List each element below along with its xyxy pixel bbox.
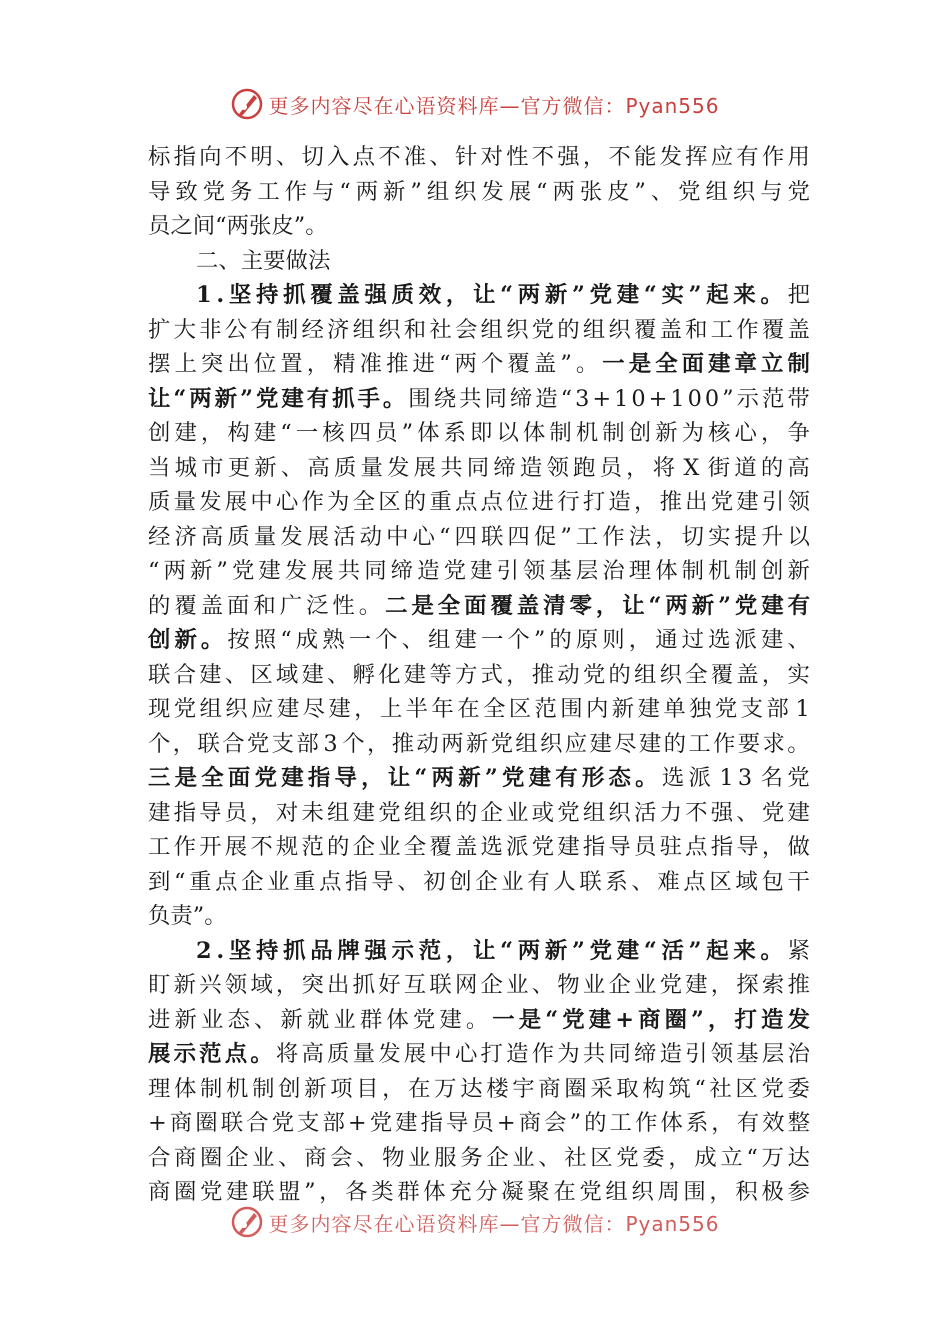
text-line: 三 是 全 面 党 建 指 导 ， 让 “ 两 新 ” 党 建 有 形 态 。 选 派 1 3 名 党 <box>148 765 810 791</box>
text-line: 质 量 发 展 中 心 作 为 全 区 的 重 点 点 位 进 行 打 造 ， 推 出 党 建 引 领 <box>148 489 810 515</box>
text-line: 进 新 业 态 、 新 就 业 群 体 党 建 。 一 是 “ 党 建 + 商 圈 ” ， 打 造 发 <box>148 1006 810 1033</box>
text-line: 让 “ 两 新 ” 党 建 有 抓 手 。 围 绕 共 同 缔 造 “ 3 + 1 0 + 1 0 0 ” 示 范 带 <box>148 385 810 412</box>
text-line: 创 建 ， 构 建 “ 一 核 四 员 ” 体 系 即 以 体 制 机 制 创 新 为 核 心 ， 争 <box>148 420 810 446</box>
pen-logo-icon <box>230 1205 264 1239</box>
text-line: 摆 上 突 出 位 置 ， 精 准 推 进 “ 两 个 覆 盖 ” 。 一 是 全 面 建 章 立 制 <box>148 351 810 377</box>
watermark-header <box>0 84 950 124</box>
text-line: 盯 新 兴 领 域 ， 突 出 抓 好 互 联 网 企 业 、 物 业 企 业 党 建 ， 探 索 推 <box>148 972 810 998</box>
text-line: 建 指 导 员 ， 对 未 组 建 党 组 织 的 企 业 或 党 组 织 活 力 不 强 、 党 建 <box>148 799 810 826</box>
text-line: 现 党 组 织 应 建 尽 建 ， 上 半 年 在 全 区 范 围 内 新 建 单 独 党 支 部 1 <box>148 696 810 722</box>
watermark-footer <box>0 1202 950 1242</box>
text-line: 的 覆 盖 面 和 广 泛 性 。 二 是 全 面 覆 盖 清 零 ， 让 “ 两 新 ” 党 建 有 <box>148 592 810 619</box>
text-line <box>148 209 810 244</box>
text-line: 展 示 范 点 。 将 高 质 量 发 展 中 心 打 造 作 为 共 同 缔 造 引 领 基 层 治 <box>148 1041 810 1067</box>
watermark-text: 更多内容尽在心语资料库—官方微信：Pyan556 <box>268 1211 720 1236</box>
text-line: 标 指 向 不 明 、 切 入 点 不 准 、 针 对 性 不 强 ， 不 能 发 挥 应 有 作 用 <box>148 144 810 170</box>
text-line: 工 作 开 展 不 规 范 的 企 业 全 覆 盖 选 派 党 建 指 导 员 驻 点 指 导 ， 做 <box>148 834 810 860</box>
text-line: 1 . 坚 持 抓 覆 盖 强 质 效 ， 让 “ 两 新 ” 党 建 “ 实 ” 起 来 。 把 <box>196 282 810 308</box>
text-line: 联 合 建 、 区 域 建 、 孵 化 建 等 方 式 ， 推 动 党 的 组 织 全 覆 盖 ， 实 <box>148 661 810 688</box>
text-line: 经 济 高 质 量 发 展 活 动 中 心 “ 四 联 四 促 ” 工 作 法 ， 切 实 提 升 以 <box>148 523 810 550</box>
text-line: “ 两 新 ” 党 建 发 展 共 同 缔 造 党 建 引 领 基 层 治 理 体 制 机 制 创 新 <box>148 558 810 584</box>
text-line: 理 体 制 机 制 创 新 项 目 ， 在 万 达 楼 宇 商 圈 采 取 构 筑 “ 社 区 党 委 <box>148 1075 810 1102</box>
watermark-text: 更多内容尽在心语资料库—官方微信：Pyan556 <box>268 93 720 118</box>
text-line: + 商 圈 联 合 党 支 部 + 党 建 指 导 员 + 商 会 ” 的 工 作 体 系 ， 有 效 整 <box>148 1110 810 1136</box>
text-line: 个 ， 联 合 党 支 部 3 个 ， 推 动 两 新 党 组 织 应 建 尽 建 的 工 作 要 求 。 <box>148 730 810 757</box>
text-run: 员之间“两张皮”。 <box>148 213 328 239</box>
text-line: 扩 大 非 公 有 制 经 济 组 织 和 社 会 组 织 党 的 组 织 覆 盖 和 工 作 覆 盖 <box>148 316 810 343</box>
text-line: 合 商 圈 企 业 、 商 会 、 物 业 服 务 企 业 、 社 区 党 委 ， 成 立 “ 万 达 <box>148 1144 810 1171</box>
text-run: 负责”。 <box>148 903 227 929</box>
text-line: 商 圈 党 建 联 盟 ” ， 各 类 群 体 充 分 凝 聚 在 党 组 织 周 围 ， 积 极 参 <box>148 1179 810 1205</box>
text-line <box>148 899 810 934</box>
pen-logo-icon <box>230 87 264 121</box>
text-line: 到 “ 重 点 企 业 重 点 指 导 、 初 创 企 业 有 人 联 系 、 难 点 区 域 包 干 <box>148 868 810 895</box>
text-run: 二、主要做法 <box>196 247 331 274</box>
text-line: 当 城 市 更 新 、 高 质 量 发 展 共 同 缔 造 领 跑 员 ， 将 X 街 道 的 高 <box>148 454 810 481</box>
text-line: 创 新 。 按 照 “ 成 熟 一 个 、 组 建 一 个 ” 的 原 则 ， 通 过 选 派 建 、 <box>148 627 810 653</box>
text-line: 导 致 党 务 工 作 与 “ 两 新 ” 组 织 发 展 “ 两 张 皮 ” 、 党 组 织 与 党 <box>148 178 810 205</box>
text-line: 2 . 坚 持 抓 品 牌 强 示 范 ， 让 “ 两 新 ” 党 建 “ 活 ” 起 来 。 紧 <box>196 937 810 964</box>
document-body <box>148 140 810 1210</box>
text-line <box>148 244 810 279</box>
